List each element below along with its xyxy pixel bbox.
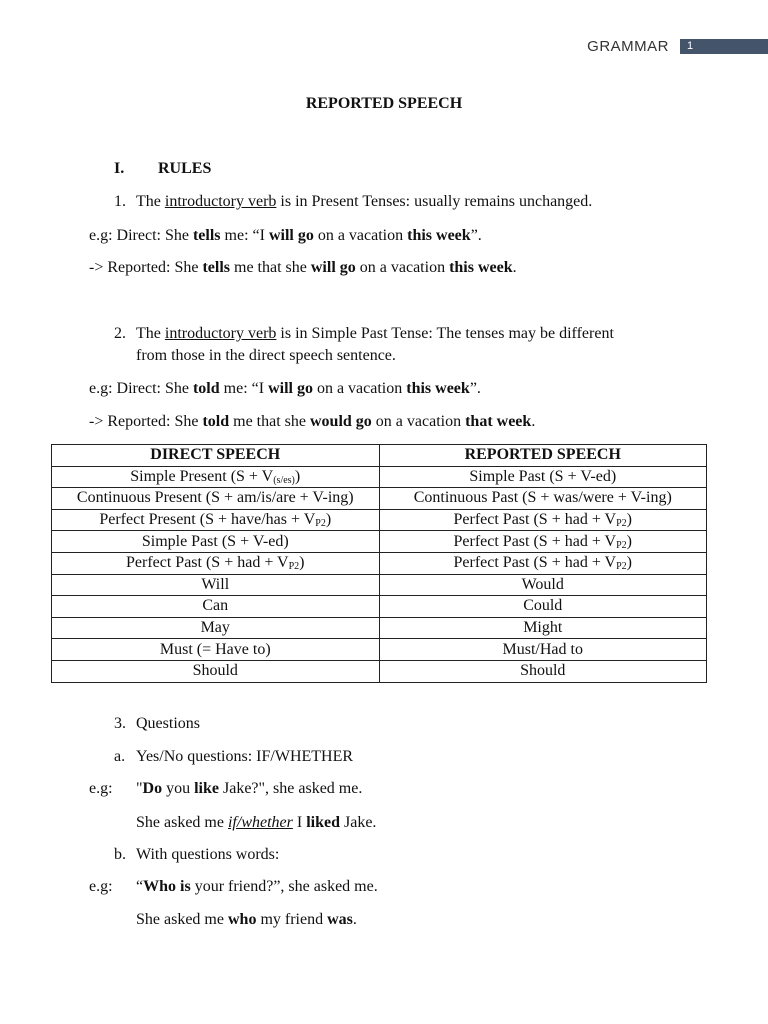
table-cell-direct: May: [52, 617, 380, 639]
example-3b-reported: She asked me who my friend was.: [136, 911, 357, 928]
table-header-row: [52, 445, 707, 467]
example-1-reported: -> Reported: She tells me that she will go on a vacation this week.: [89, 259, 517, 276]
table-cell-reported: Should: [379, 660, 707, 682]
rule-3-number: 3.: [114, 715, 126, 732]
if-whether-term: if/whether: [227, 814, 293, 831]
table-cell-direct: Perfect Past (S + had + $V_{P2}$): [52, 552, 380, 574]
rule-1-number: 1.: [114, 193, 126, 210]
table-cell-reported: Would: [379, 574, 707, 596]
table-cell-direct: Must (= Have to): [52, 639, 380, 661]
table-cell-direct: Continuous Present (S + am/is/are + V-ing): [52, 488, 380, 510]
rule-2-text: The introductory verb is in Simple Past Tense: The tenses may be different: [136, 325, 614, 342]
page-header: [0, 36, 768, 58]
table-cell-direct: Perfect Present (S + have/has + $V_{P2}$): [52, 509, 380, 531]
table-cell-direct: Simple Present $(S + V_{(s/es)})$: [52, 466, 380, 488]
table-cell-direct: Will: [52, 574, 380, 596]
rule-3-label: Questions: [136, 715, 200, 732]
rule-2-number: 2.: [114, 325, 126, 342]
rule-3b-label: With questions words:: [136, 846, 280, 863]
header-title: GRAMMAR: [587, 38, 669, 55]
table-cell-reported: Could: [379, 596, 707, 618]
header-bar-divider: [677, 39, 680, 54]
example-3a-direct: "Do you like Jake?", she asked me.: [136, 780, 363, 797]
example-2-reported: -> Reported: She told me that she would go on a vacation that week.: [89, 413, 536, 430]
rule-3b-letter: b.: [114, 846, 126, 863]
example-3b-prefix: e.g:: [89, 878, 113, 895]
tense-shift-table: [51, 444, 707, 683]
table-cell-direct: Simple Past (S + V-ed): [52, 531, 380, 553]
example-3a-prefix: e.g:: [89, 780, 113, 797]
document-title: REPORTED SPEECH: [305, 95, 463, 112]
section-numeral: I.: [114, 160, 125, 177]
table-header-reported: REPORTED SPEECH: [379, 445, 707, 467]
table-row: [52, 552, 707, 574]
table-row: [52, 639, 707, 661]
table-row: [52, 488, 707, 510]
example-3a-reported: She asked me if/whether I liked Jake.: [136, 814, 377, 831]
table-cell-reported: Perfect Past (S + had + $V_{P2}$): [379, 509, 707, 531]
rule-1-term: introductory verb: [164, 193, 277, 210]
section-heading: RULES: [158, 160, 212, 177]
example-1-direct: e.g: Direct: She tells me: “I will go on a vacation this week”.: [89, 227, 482, 244]
example-3b-direct: “Who is your friend?”, she asked me.: [136, 878, 378, 895]
table-row: [52, 531, 707, 553]
table-cell-reported: Continuous Past (S + was/were + V-ing): [379, 488, 707, 510]
table-cell-reported: Perfect Past (S + had + $V_{P2}$): [379, 552, 707, 574]
example-2-direct: e.g: Direct: She told me: “I will go on a vacation this week”.: [89, 380, 481, 397]
rule-1-text: The introductory verb is in Present Tenses: usually remains unchanged.: [136, 193, 593, 210]
rule-2-term: introductory verb: [164, 325, 277, 342]
table-cell-reported: Perfect Past (S + had + $V_{P2}$): [379, 531, 707, 553]
table-row: [52, 574, 707, 596]
table-cell-reported: Might: [379, 617, 707, 639]
table-row: [52, 466, 707, 488]
table-row: [52, 596, 707, 618]
table-row: [52, 660, 707, 682]
table-cell-direct: Can: [52, 596, 380, 618]
rule-3a-letter: a.: [114, 748, 126, 765]
rule-2-text-line2: from those in the direct speech sentence.: [136, 347, 396, 364]
table-header-direct: DIRECT SPEECH: [52, 445, 380, 467]
table-row: [52, 509, 707, 531]
rule-3a-label: Yes/No questions: IF/WHETHER: [136, 748, 354, 765]
table-cell-reported: Must/Had to: [379, 639, 707, 661]
table-cell-reported: Simple Past (S + V-ed): [379, 466, 707, 488]
table-cell-direct: Should: [52, 660, 380, 682]
page-number: 1: [687, 40, 694, 52]
table-row: [52, 617, 707, 639]
